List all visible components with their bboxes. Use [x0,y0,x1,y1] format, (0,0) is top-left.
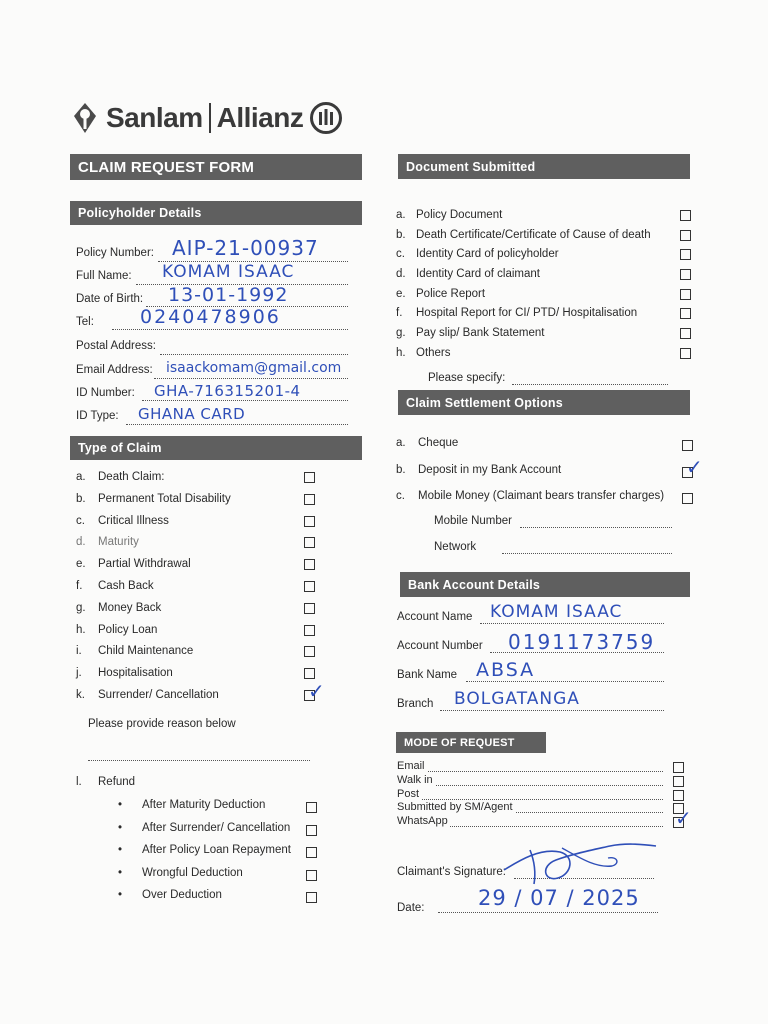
document-letter: b. [396,228,406,241]
brand-divider [209,103,211,133]
claim-type-letter: h. [76,623,86,636]
branch-label: Branch [397,698,434,710]
claim-type-letter: b. [76,492,86,505]
email-label: Email Address: [76,364,153,376]
type-of-claim-header: Type of Claim [70,436,362,460]
policyholder-header: Policyholder Details [70,201,362,225]
refund-item[interactable] [118,798,324,821]
email-field[interactable]: isaackomam@gmail.com [166,360,342,376]
id-number-line [142,400,348,401]
mode-header: MODE OF REQUEST [396,732,546,753]
claim-type-label: Cash Back [98,579,154,592]
postal-address-label: Postal Address: [76,340,156,352]
document-item[interactable] [396,306,696,326]
refund-checkbox[interactable] [306,847,317,858]
settlement-label: Cheque [418,437,459,449]
document-checkbox[interactable] [680,348,691,359]
account-name-line [480,623,664,624]
id-type-label: ID Type: [76,410,119,422]
settlement-header: Claim Settlement Options [398,390,690,415]
claim-type-item[interactable] [76,601,322,623]
brand-logo [72,100,343,136]
refund-item[interactable] [118,821,324,844]
checkmark-icon: ✓ [675,808,692,831]
settlement-item[interactable] [396,456,703,490]
settlement-letter: a. [396,437,406,449]
bank-name-line [466,681,664,682]
mobile-number-label: Mobile Number [434,515,512,527]
claim-type-label: Maturity [98,536,139,549]
mode-line [407,771,663,772]
claim-type-label: Policy Loan [98,623,158,636]
document-item[interactable] [396,287,696,307]
id-type-field[interactable]: GHANA CARD [138,405,246,423]
mode-line [407,799,663,800]
refund-item-label: Wrongful Deduction [142,866,243,879]
checkmark-icon: ✓ [686,456,703,479]
mode-label: Email [397,760,425,772]
refund-item-label: After Surrender/ Cancellation [142,821,291,834]
refund-checkbox[interactable] [306,802,317,813]
document-list [396,208,696,366]
form-title: CLAIM REQUEST FORM [70,154,362,180]
dob-field[interactable]: 13-01-1992 [168,284,289,306]
document-label: Police Report [416,287,486,300]
mode-label: Submitted by SM/Agent [397,801,513,814]
claim-type-item[interactable] [76,579,322,601]
claim-type-letter: c. [76,514,85,527]
id-number-field[interactable]: GHA-716315201-4 [154,382,301,400]
claim-type-checkbox[interactable] [304,472,315,483]
claim-type-item[interactable] [76,623,322,645]
claim-type-checkbox[interactable] [304,494,315,505]
claim-type-item[interactable] [76,557,322,579]
mobile-number-line[interactable] [520,527,672,528]
account-name-label: Account Name [397,611,473,623]
document-checkbox[interactable] [680,249,691,260]
claim-type-item[interactable] [76,514,322,536]
document-letter: a. [396,209,406,221]
bullet-icon: • [118,844,123,856]
claim-type-label: Money Back [98,601,162,614]
documents-header: Document Submitted [398,154,690,179]
account-name-field[interactable]: KOMAM ISAAC [490,602,623,622]
claim-type-label: Surrender/ Cancellation [98,688,219,701]
claim-type-item[interactable] [76,666,322,688]
document-label: Others [416,346,451,359]
refund-item[interactable] [118,888,324,911]
settlement-item[interactable] [396,489,696,516]
document-label: Pay slip/ Bank Statement [416,327,545,340]
mode-item[interactable] [397,801,687,815]
claim-type-letter: i. [76,645,82,658]
specify-label: Please specify: [428,372,506,384]
claim-type-checkbox[interactable] [304,581,315,592]
claim-type-letter: j. [76,667,82,680]
mode-checkbox[interactable] [673,776,684,787]
document-item[interactable] [396,267,696,287]
mode-item[interactable] [397,774,687,788]
brand-sanlam: Sanlam [106,102,203,133]
document-checkbox[interactable] [680,328,691,339]
refund-list [118,798,324,911]
bullet-icon: • [118,866,123,879]
reason-line[interactable] [88,760,310,761]
claim-type-letter: a. [76,471,86,483]
id-type-line [126,424,348,425]
refund-checkbox[interactable] [306,870,317,881]
claim-type-item[interactable] [76,680,325,710]
claim-type-checkbox[interactable] [304,516,315,527]
claim-type-letter: k. [76,688,85,701]
settlement-letter: c. [396,490,405,502]
claim-type-label: Permanent Total Disability [98,492,231,505]
sanlam-logo-icon [72,101,98,135]
refund-item-label: After Policy Loan Repayment [142,844,291,856]
brand-allianz: Allianz [216,102,304,133]
bank-name-field[interactable]: ABSA [476,659,536,681]
network-line[interactable] [502,553,672,554]
document-letter: h. [396,346,406,359]
full-name-label: Full Name: [76,270,132,282]
refund-item[interactable] [118,866,324,889]
mode-line [407,785,663,786]
document-label: Identity Card of claimant [416,268,541,281]
settlement-letter: b. [396,463,406,476]
bank-name-label: Bank Name [397,669,458,681]
document-checkbox[interactable] [680,289,691,300]
claim-type-item[interactable] [76,492,322,514]
claim-type-letter: d. [76,536,86,549]
claim-type-item[interactable] [76,644,322,666]
tel-line [112,329,348,330]
settlement-item[interactable] [396,436,696,463]
date-field[interactable]: 29 / 07 / 2025 [478,886,640,910]
date-line [438,912,658,913]
id-number-label: ID Number: [76,387,135,399]
allianz-eagle-icon [309,101,343,135]
document-label: Identity Card of policyholder [416,248,559,261]
claim-type-letter: e. [76,558,86,571]
claim-type-checkbox[interactable] [304,559,315,570]
refund-item[interactable] [118,843,324,866]
refund-checkbox[interactable] [306,825,317,836]
document-checkbox[interactable] [680,210,691,221]
refund-letter: l. [76,776,82,788]
settlement-label: Mobile Money (Claimant bears transfer charges) [418,490,665,502]
date-label: Date: [397,902,425,914]
claim-type-checkbox[interactable] [304,537,315,548]
mode-item[interactable] [397,760,687,774]
signature-mark[interactable] [500,840,660,890]
document-item[interactable] [396,208,696,228]
mode-item[interactable] [397,788,687,802]
settlement-list [396,436,703,516]
document-item[interactable] [396,228,696,248]
claim-type-label: Partial Withdrawal [98,558,191,571]
document-label: Policy Document [416,209,503,221]
policy-number-field[interactable]: AIP-21-00937 [172,236,319,260]
mode-item[interactable] [397,808,692,831]
settlement-checkbox[interactable] [682,440,693,451]
network-label: Network [434,541,477,553]
refund-item-label: Over Deduction [142,889,222,901]
branch-field[interactable]: BOLGATANGA [454,689,580,709]
refund-checkbox[interactable] [306,892,317,903]
tel-label: Tel: [76,316,94,328]
document-item[interactable] [396,326,696,346]
claim-type-checkbox[interactable] [304,646,315,657]
bullet-icon: • [118,889,123,901]
mode-checkbox[interactable] [673,790,684,801]
settlement-checkbox[interactable] [682,493,693,504]
document-checkbox[interactable] [680,230,691,241]
bullet-icon: • [118,821,123,834]
claim-type-list [76,470,325,710]
postal-address-line [160,354,348,355]
claim-type-item[interactable] [76,470,322,492]
bank-header: Bank Account Details [400,572,690,597]
claim-type-label: Critical Illness [98,514,169,527]
claim-type-label: Death Claim: [98,471,165,483]
checkmark-icon: ✓ [308,680,325,703]
mode-label: WhatsApp [397,815,448,828]
mode-label: Post [397,787,420,800]
refund-item-label: After Maturity Deduction [142,799,266,811]
claim-type-label: Hospitalisation [98,667,173,680]
claim-type-item[interactable] [76,535,322,557]
tel-field[interactable]: 0240478906 [140,306,281,328]
account-number-label: Account Number [397,640,483,652]
document-letter: c. [396,248,405,261]
refund-label: Refund [98,776,136,788]
mode-checkbox[interactable] [673,762,684,773]
claim-type-letter: g. [76,601,86,614]
document-checkbox[interactable] [680,269,691,280]
claim-type-checkbox[interactable] [304,603,315,614]
mode-list [397,760,692,831]
claim-type-label: Child Maintenance [98,645,194,658]
document-item[interactable] [396,346,696,366]
signature-label: Claimant's Signature: [397,866,506,878]
policy-number-label: Policy Number: [76,247,154,259]
claim-type-checkbox[interactable] [304,668,315,679]
dob-label: Date of Birth: [76,293,144,305]
document-label: Hospital Report for CI/ PTD/ Hospitalisation [416,307,638,320]
claim-type-checkbox[interactable] [304,625,315,636]
specify-line[interactable] [512,384,668,385]
document-label: Death Certificate/Certificate of Cause of death [416,228,651,241]
mode-label: Walk in [397,773,433,786]
claim-type-letter: f. [76,579,83,592]
document-letter: e. [396,287,406,300]
full-name-field[interactable]: KOMAM ISAAC [162,262,295,282]
settlement-label: Deposit in my Bank Account [418,463,562,476]
document-letter: g. [396,327,406,340]
reason-label: Please provide reason below [88,718,236,730]
email-line [154,378,348,379]
document-letter: f. [396,307,403,320]
bullet-icon: • [118,799,123,811]
document-letter: d. [396,268,406,281]
branch-line [440,710,664,711]
document-item[interactable] [396,247,696,267]
document-checkbox[interactable] [680,308,691,319]
account-number-field[interactable]: 0191173759 [508,630,656,654]
